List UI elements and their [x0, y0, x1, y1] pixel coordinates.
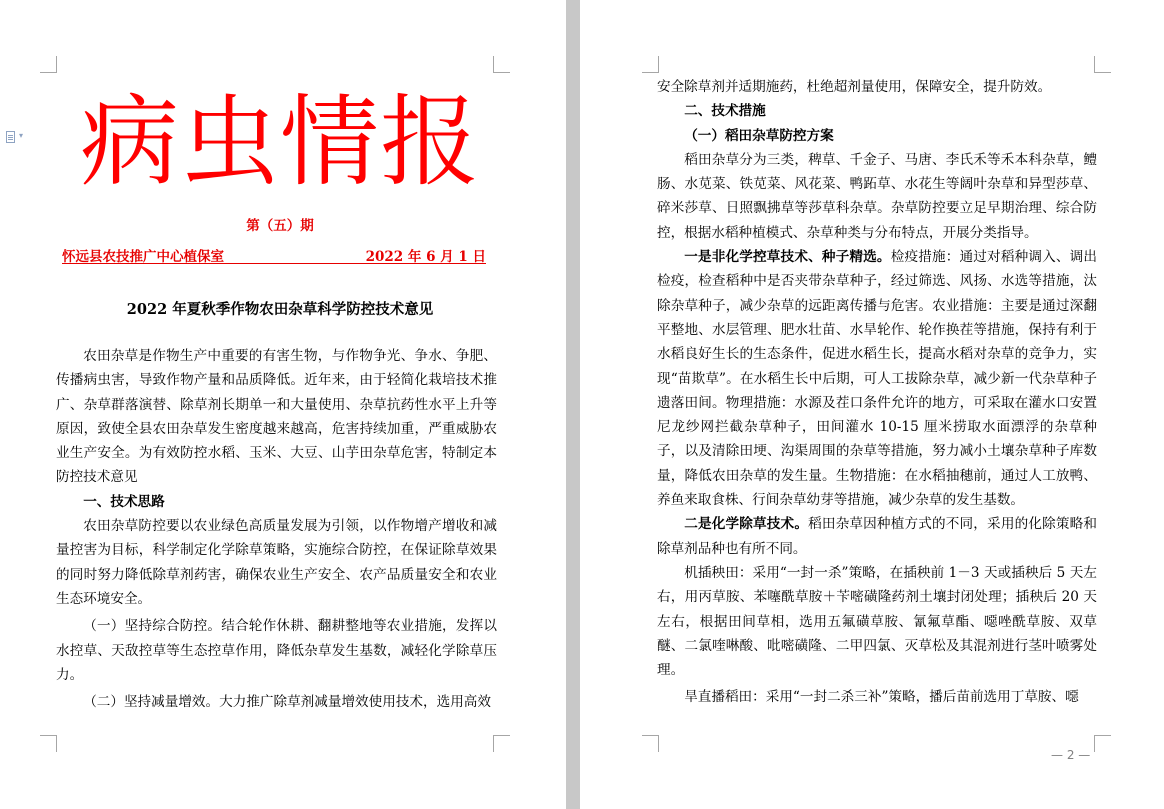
- section-1-paragraph: 农田杂草防控要以农业绿色高质量发展为引领，以作物增产增收和减量控害为目标，科学制定化学除草策略，实施综合防控，在保证除草效果的同时努力降低除草剂药害，确保农业生产安全、农产品质量安全和农业生态环境安全。: [56, 518, 497, 607]
- crop-mark-top-right: [493, 56, 510, 73]
- non-chemical-text: 检疫措施：通过对稻种调入、调出检疫，检查稻种中是否夹带杂草种子，经过筛选、风扬、水选等措施，汰除杂草种子，减少杂草的远距离传播与危害。农业措施：主要是通过深翻平整地、水层管理、肥水壮苗、水旱轮作、轮作换茬等措施，保持有利于水稻良好生长的生态条件，促进水稻生长，提高水稻对杂草的竞争力，实现“苗欺草”。在水稻生长中后期，可人工拔除杂草，减少新一代杂草种子遗落田间。物理措施：水源及茬口条件允许的地方，可采取在灌水口安置尼龙纱网拦截杂草种子，田间灌水 10-15 厘米捞取水面漂浮的杂草种子，以及清除田埂、沟渠周围的杂草等措施，努力减小土壤杂草种子库数量，降低农田杂草的发生量。生物措施：在水稻抽穗前，通过人工放鸭、养鱼来取食株、行间杂草幼芽等措施，减少杂草的发生基数。: [657, 249, 1098, 509]
- direct-seeding-paragraph: 旱直播稻田：采用“一封二杀三补”策略，播后苗前选用丁草胺、噁: [684, 689, 1079, 706]
- section-heading-1: 一、技术思路: [83, 493, 165, 510]
- crop-mark-bottom-left: [642, 735, 659, 752]
- intro-paragraph: 农田杂草是作物生产中重要的有害生物，与作物争光、争水、争肥、传播病虫害，导致作物产量和品质降低。近年来，由于轻简化栽培技术推广、杂草群落演替、除草剂长期单一和大量使用、杂草抗药性水平上升等原因，致使全县农田杂草发生密度越来越高，危害持续加重，严重威胁农业生产安全。为有效防控水稻、玉米、大豆、山芋田杂草危害，特制定本防控技术意见: [56, 348, 497, 486]
- issue-number: 第（五）期: [246, 218, 314, 234]
- item-2-paragraph: （二）坚持减量增效。大力推广除草剂减量增效使用技术，选用高效: [83, 694, 491, 711]
- section-heading-2: 二、技术措施: [684, 103, 766, 120]
- non-chemical-paragraph: [657, 245, 1097, 512]
- issue-date: 2022 年 6 月 1 日: [365, 249, 486, 265]
- crop-mark-top-right: [1094, 56, 1111, 73]
- item-1-paragraph: （一）坚持综合防控。结合轮作休耕、翻耕整地等农业措施，发挥以水控草、天敌控草等生态控草作用，降低杂草发生基数，减轻化学除草压力。: [56, 618, 497, 683]
- document-page-left: [0, 0, 566, 809]
- page-gutter: [566, 0, 580, 809]
- article-title: 2022 年夏秋季作物农田杂草科学防控技术意见: [126, 301, 434, 318]
- subsection-heading-1: （一）稻田杂草防控方案: [684, 127, 834, 144]
- left-body-text: [56, 344, 497, 714]
- masthead-title: 病虫情报: [80, 85, 480, 200]
- crop-mark-top-left: [40, 56, 57, 73]
- crop-mark-bottom-right: [493, 735, 510, 752]
- right-body-text: [657, 75, 1097, 710]
- page-number: — 2 —: [1051, 748, 1091, 762]
- machine-transplant-paragraph: 机插秧田：采用“一封一杀”策略，在插秧前 1－3 天或插秧后 5 天左右，用丙草胺、苯噻酰草胺＋苄嘧磺隆药剂土壤封闭处理；插秧后 20 天左右，根据田间草相，选用五氟磺草胺、氰氟草酯、噁唑酰草胺、双草醚、二氯喹啉酸、吡嘧磺隆、二甲四氯、灭草松及其混剂进行茎叶喷雾处理。: [657, 564, 1097, 679]
- chemical-lead: 二是化学除草技术。: [684, 516, 809, 533]
- chemical-text: 稻田杂草因种植方式的不同，采用的化除策略和除草剂品种也有所不同。: [657, 516, 1098, 557]
- subsection-1-paragraph: 稻田杂草分为三类，稗草、千金子、马唐、李氏禾等禾本科杂草，鳢肠、水苋菜、铁苋菜、风花菜、鸭跖草、水花生等阔叶杂草和异型莎草、碎米莎草、日照飘拂草等莎草科杂草。杂草防控要立足早期治理、综合防控，根据水稻种植模式、杂草种类与分布特点，开展分类指导。: [657, 151, 1097, 241]
- crop-mark-top-left: [642, 56, 659, 73]
- crop-mark-bottom-left: [40, 735, 57, 752]
- non-chemical-lead: 一是非化学控草技术、种子精选。: [684, 249, 891, 266]
- continuation-paragraph: 安全除草剂并适期施药，杜绝超剂量使用，保障安全，提升防效。: [657, 79, 1052, 95]
- crop-mark-bottom-right: [1094, 735, 1111, 752]
- chemical-paragraph: [657, 512, 1097, 561]
- issuer-organization: 怀远县农技推广中心植保室: [62, 249, 224, 265]
- issuer-line: [62, 244, 486, 264]
- document-options-icon[interactable]: ▾: [6, 131, 28, 145]
